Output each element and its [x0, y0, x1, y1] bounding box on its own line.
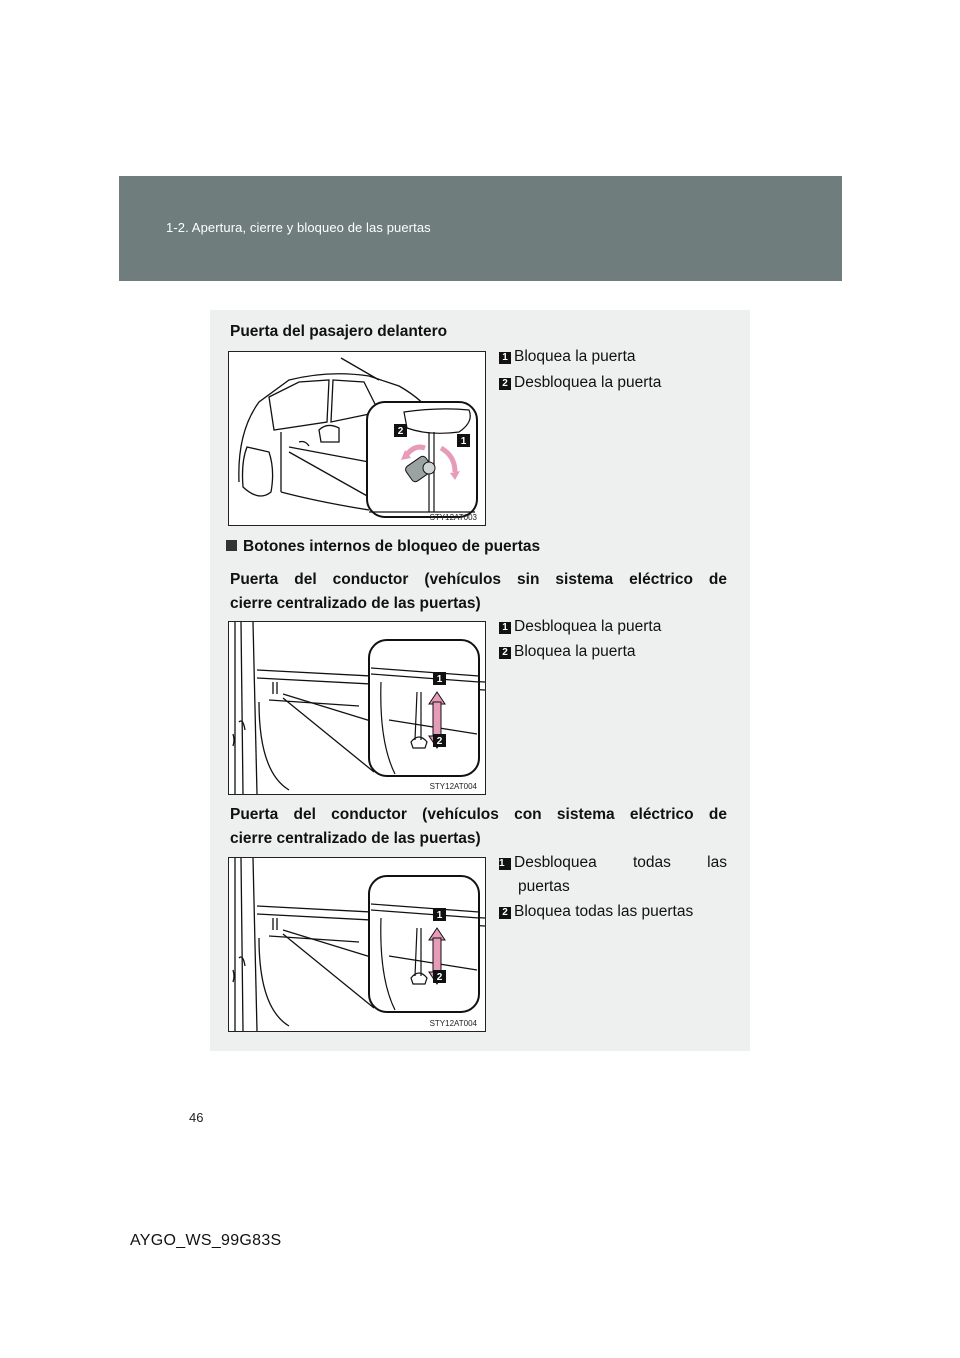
driver-central-item-1	[499, 851, 727, 899]
item-text: Bloquea todas las puertas	[514, 903, 694, 920]
number-1-badge: 1	[499, 352, 511, 364]
svg-text:2: 2	[436, 736, 443, 747]
door-lock-button-illustration	[229, 858, 485, 1031]
item-text: Desbloquea todas las	[514, 854, 727, 871]
number-1-badge: 1	[499, 858, 511, 870]
number-1-badge: 1	[499, 622, 511, 634]
front-passenger-figure	[228, 351, 486, 526]
driver-no-central-title-line1: Puerta del conductor (vehículos sin sistema eléctrico de	[230, 571, 727, 588]
item-text: Desbloquea la puerta	[514, 374, 662, 391]
section-title: 1-2. Apertura, cierre y bloqueo de las puertas	[166, 220, 431, 235]
number-2-badge: 2	[499, 378, 511, 390]
driver-central-figure	[228, 857, 486, 1032]
heading-text: Botones internos de bloqueo de puertas	[243, 538, 541, 555]
item-text: Desbloquea la puerta	[514, 618, 662, 635]
front-passenger-item-2	[499, 371, 661, 395]
section-header	[119, 176, 842, 281]
square-bullet-icon	[226, 540, 237, 551]
number-2-badge: 2	[499, 647, 511, 659]
door-lock-button-illustration	[229, 622, 485, 794]
item-text: Bloquea la puerta	[514, 348, 636, 365]
item-1-line2: puertas	[518, 878, 570, 895]
svg-text:1: 1	[460, 436, 467, 447]
figure-code: STY12AT003	[429, 513, 477, 522]
svg-text:2: 2	[436, 972, 443, 983]
figure-code: STY12AT004	[429, 782, 477, 791]
content-panel	[210, 310, 750, 1051]
driver-no-central-figure	[228, 621, 486, 795]
front-passenger-title: Puerta del pasajero delantero	[230, 323, 448, 340]
driver-central-title-line2: cierre centralizado de las puertas)	[230, 830, 481, 847]
driver-no-central-title-line2: cierre centralizado de las puertas)	[230, 595, 481, 612]
svg-text:1: 1	[436, 910, 443, 921]
document-code: AYGO_WS_99G83S	[130, 1232, 282, 1249]
svg-text:1: 1	[436, 674, 443, 685]
svg-text:2: 2	[397, 426, 404, 437]
driver-central-item-2	[499, 900, 693, 924]
front-passenger-item-1	[499, 345, 636, 369]
driver-no-central-item-2	[499, 640, 636, 664]
page-number: 46	[189, 1110, 204, 1125]
figure-code: STY12AT004	[429, 1019, 477, 1028]
car-key-illustration	[229, 352, 485, 525]
item-text: Bloquea la puerta	[514, 643, 636, 660]
driver-central-title-line1: Puerta del conductor (vehículos con sistema eléctrico de	[230, 806, 727, 823]
internal-buttons-heading	[226, 534, 540, 560]
driver-no-central-item-1	[499, 615, 661, 639]
number-2-badge: 2	[499, 907, 511, 919]
item-1-line1	[499, 851, 727, 875]
